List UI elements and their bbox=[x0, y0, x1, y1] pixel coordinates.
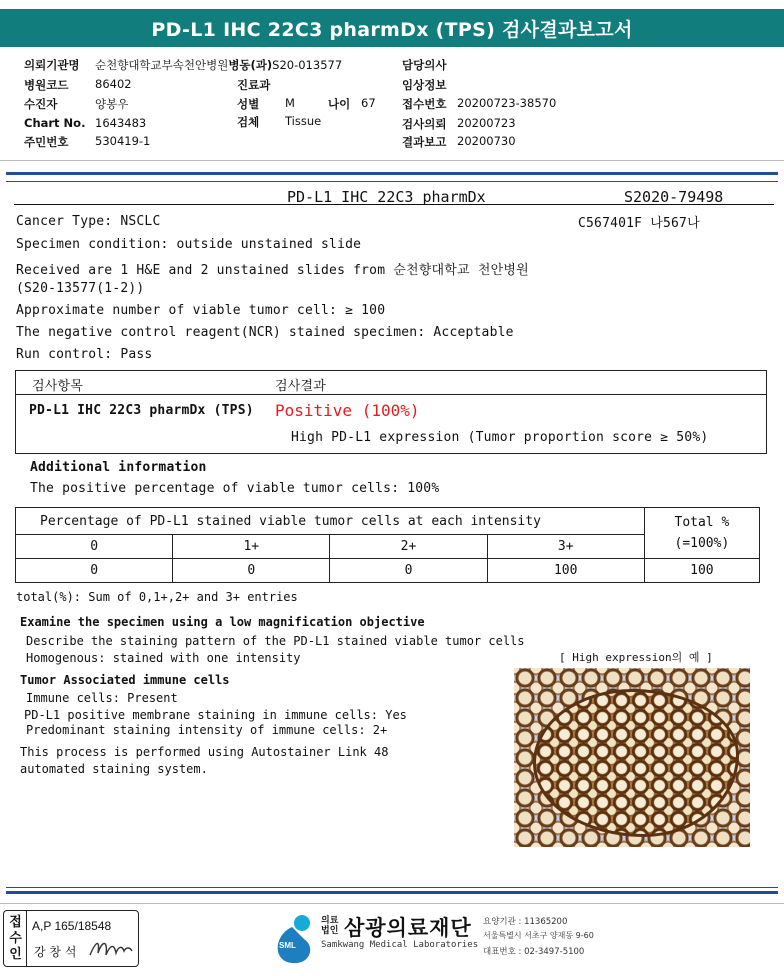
specimen-label: 검체 bbox=[237, 115, 260, 129]
doctor-label: 담당의사 bbox=[402, 58, 447, 72]
total-value: 100 bbox=[644, 559, 759, 583]
clinic-label: 진료과 bbox=[237, 78, 271, 92]
institution-label: 의뢰기관명 bbox=[24, 58, 80, 72]
report-date-value: 20200730 bbox=[457, 134, 516, 148]
process-line1: This process is performed using Autostainer Link 48 bbox=[20, 745, 389, 759]
total-label: Total % bbox=[674, 515, 730, 530]
low-mag-heading: Examine the specimen using a low magnification objective bbox=[20, 615, 425, 629]
institution-value: 순천향대학교부속천안병원 bbox=[95, 58, 229, 72]
body-top-rule bbox=[6, 172, 778, 175]
intensity-caption: Percentage of PD-L1 stained viable tumor cells at each intensity bbox=[16, 508, 645, 535]
hospital-code-label: 병원코드 bbox=[24, 78, 69, 92]
col-item-header: 검사항목 bbox=[32, 379, 84, 394]
intensity-value: 100 bbox=[487, 559, 644, 583]
org-english: Samkwang Medical Laboratories bbox=[321, 940, 479, 950]
dept-value: S20-013577 bbox=[272, 58, 343, 72]
immune-line3: Predominant staining intensity of immune cells: 2+ bbox=[26, 723, 388, 737]
specimen-condition: Specimen condition: outside unstained slide bbox=[16, 237, 362, 252]
org-address: 서울특별시 서초구 양재동 9-60 bbox=[483, 931, 594, 940]
result-detail: High PD-L1 expression (Tumor proportion score ≥ 50%) bbox=[291, 430, 709, 445]
intensity-value: 0 bbox=[330, 559, 487, 583]
positive-percentage: The positive percentage of viable tumor cells: 100% bbox=[30, 481, 440, 496]
resident-value: 530419-1 bbox=[95, 134, 151, 148]
received-line: Received are 1 H&E and 2 unstained slides from 순천향대학교 천안병원 bbox=[16, 263, 529, 278]
chart-value: 1643483 bbox=[95, 116, 147, 130]
total-header bbox=[644, 508, 759, 559]
ap-number: A,P 165/18548 bbox=[32, 919, 112, 933]
result-box bbox=[15, 370, 767, 454]
table-footnote: total(%): Sum of 0,1+,2+ and 3+ entries bbox=[16, 590, 298, 604]
run-control: Run control: Pass bbox=[16, 347, 153, 362]
test-name: PD-L1 IHC 22C3 pharmDx bbox=[287, 188, 486, 206]
request-value: 20200723 bbox=[457, 116, 516, 130]
immune-line1: Immune cells: Present bbox=[26, 691, 178, 705]
body-bottom-rule bbox=[6, 891, 778, 894]
dept-label: 병동(과) bbox=[228, 58, 273, 72]
low-mag-line1: Describe the staining pattern of the PD-L1 stained viable tumor cells bbox=[26, 634, 525, 648]
signature-stamp bbox=[3, 910, 139, 967]
clinical-info-label: 임상정보 bbox=[402, 78, 447, 92]
logo-text: SML bbox=[279, 941, 296, 950]
report-date-label: 결과보고 bbox=[402, 135, 447, 149]
total-note: (=100%) bbox=[674, 536, 730, 551]
process-line2: automated staining system. bbox=[20, 762, 208, 776]
immune-heading: Tumor Associated immune cells bbox=[20, 673, 230, 687]
patient-label: 수진자 bbox=[24, 97, 58, 111]
intensity-header: 0 bbox=[16, 535, 173, 559]
age-value: 67 bbox=[361, 96, 376, 110]
result-box-divider bbox=[16, 394, 766, 395]
ncr-result: The negative control reagent(NCR) stained specimen: Acceptable bbox=[16, 325, 514, 340]
body-top-rule-thin bbox=[6, 181, 778, 182]
body-bottom-rule-thin bbox=[6, 887, 778, 888]
org-prefix: 의료법인 bbox=[321, 916, 339, 936]
chart-label: Chart No. bbox=[24, 116, 86, 130]
org-name: 삼광의료재단 bbox=[344, 916, 472, 940]
intensity-header: 1+ bbox=[173, 535, 330, 559]
request-label: 검사의뢰 bbox=[402, 117, 447, 131]
stained-tumor-nest bbox=[536, 692, 736, 834]
specimen-value: Tissue bbox=[285, 114, 322, 128]
sex-label: 성별 bbox=[237, 97, 260, 111]
test-item: PD-L1 IHC 22C3 pharmDx (TPS) bbox=[29, 403, 254, 418]
handwritten-signature bbox=[88, 935, 134, 961]
intensity-header: 2+ bbox=[330, 535, 487, 559]
additional-heading: Additional information bbox=[30, 460, 207, 475]
org-phone: 대표번호 : 02-3497-5100 bbox=[483, 947, 585, 957]
receipt-label: 접수번호 bbox=[402, 97, 447, 111]
patient-value: 양봉우 bbox=[95, 97, 129, 111]
intensity-table bbox=[15, 507, 760, 583]
receipt-value: 20200723-38570 bbox=[457, 96, 557, 110]
sml-logo-icon bbox=[270, 913, 316, 965]
stamp-label: 접수인 bbox=[9, 915, 22, 962]
result-positive: Positive (100%) bbox=[275, 401, 420, 420]
cancer-type: Cancer Type: NSCLC bbox=[16, 214, 161, 229]
col-result-header: 검사결과 bbox=[275, 379, 327, 394]
signer-name: 강 창 석 bbox=[34, 945, 77, 959]
intensity-value: 0 bbox=[16, 559, 173, 583]
hospital-code-value: 86402 bbox=[95, 77, 132, 91]
image-caption: [ High expression의 예 ] bbox=[559, 651, 713, 664]
intensity-header: 3+ bbox=[487, 535, 644, 559]
received-number: (S20-13577(1-2)) bbox=[16, 281, 145, 296]
report-title: PD-L1 IHC 22C3 pharmDx (TPS) 검사결과보고서 bbox=[0, 9, 784, 47]
age-label: 나이 bbox=[328, 97, 351, 111]
stamp-separator bbox=[26, 911, 27, 966]
viable-tumor-count: Approximate number of viable tumor cell: ≥ 100 bbox=[16, 303, 386, 318]
sex-value: M bbox=[285, 96, 295, 110]
ihc-micrograph bbox=[514, 668, 750, 847]
low-mag-line2: Homogenous: stained with one intensity bbox=[26, 651, 301, 665]
footer-divider bbox=[0, 903, 784, 904]
header-divider bbox=[0, 160, 784, 161]
immune-line2: PD-L1 positive membrane staining in immune cells: Yes bbox=[24, 708, 407, 722]
block-code: C567401F 나567나 bbox=[578, 216, 700, 231]
resident-label: 주민번호 bbox=[24, 135, 69, 149]
intensity-value: 0 bbox=[173, 559, 330, 583]
title-rule bbox=[14, 204, 774, 205]
report-number: S2020-79498 bbox=[624, 188, 724, 206]
institution-code: 요양기관 : 11365200 bbox=[483, 917, 568, 927]
